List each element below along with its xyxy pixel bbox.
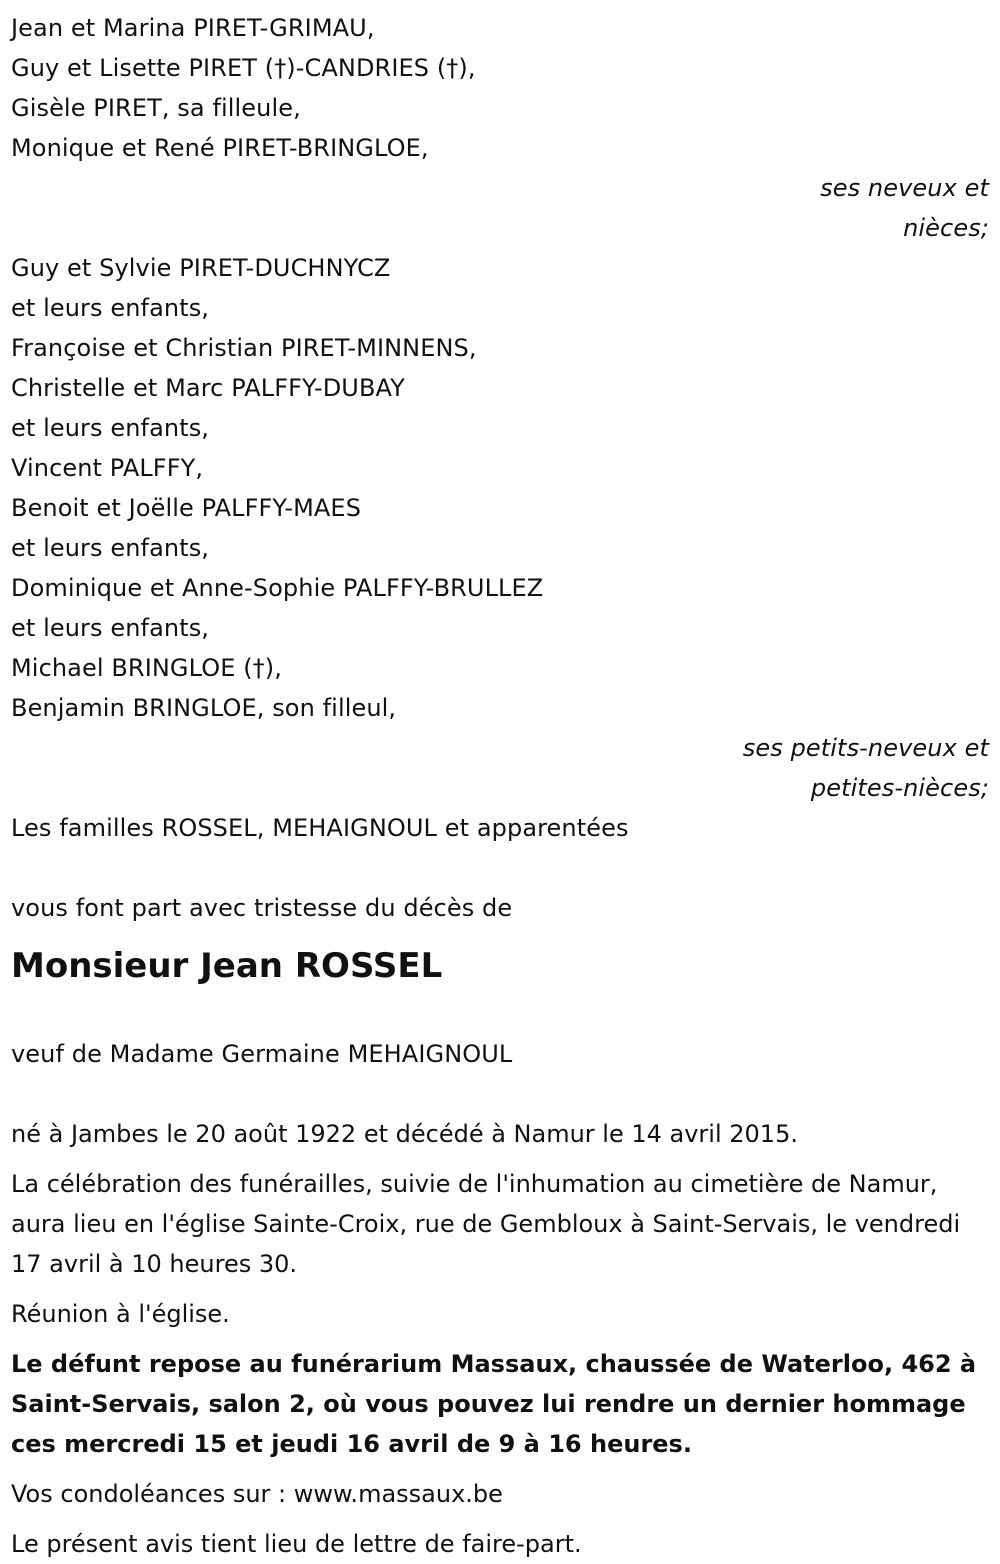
list-item: Guy et Sylvie PIRET-DUCHNYCZ: [11, 254, 391, 282]
list-item: Monique et René PIRET-BRINGLOE,: [11, 134, 429, 162]
relation-label: ses neveux et: [820, 174, 989, 202]
list-item: Françoise et Christian PIRET-MINNENS,: [11, 334, 477, 362]
birth-death-paragraph: né à Jambes le 20 août 1922 et décédé à Namur le 14 avril 2015.: [11, 1120, 798, 1148]
list-item: Benjamin BRINGLOE, son filleul,: [11, 694, 397, 722]
list-item: Jean et Marina PIRET-GRIMAU,: [11, 14, 375, 42]
nephews-nieces-list: [11, 8, 990, 168]
list-item: Guy et Lisette PIRET (†)-CANDRIES (†),: [11, 54, 476, 82]
families-line: Les familles ROSSEL, MEHAIGNOUL et apparentées: [11, 814, 629, 842]
list-item: Benoit et Joëlle PALFFY-MAES: [11, 494, 362, 522]
meeting-paragraph: Réunion à l'église.: [11, 1300, 230, 1328]
list-item: et leurs enfants,: [11, 414, 210, 442]
grand-nephews-list: [11, 248, 990, 728]
notice-paragraph: Le présent avis tient lieu de lettre de faire-part.: [11, 1530, 582, 1558]
announcement-line: vous font part avec tristesse du décès de: [11, 894, 513, 922]
list-item: et leurs enfants,: [11, 534, 210, 562]
spacer: [11, 986, 990, 1034]
relation-label: ses petits-neveux et: [742, 734, 989, 762]
list-item: Dominique et Anne-Sophie PALFFY-BRULLEZ: [11, 574, 544, 602]
list-item: Christelle et Marc PALFFY-DUBAY: [11, 374, 405, 402]
list-item: et leurs enfants,: [11, 614, 210, 642]
list-item: et leurs enfants,: [11, 294, 210, 322]
funeral-paragraph: La célébration des funérailles, suivie de l'inhumation au cimetière de Namur, aura lieu en l'église Sainte-Croix, rue de Gembloux à Saint-Servais, le vendredi 17 avril à 10 heures 30.: [11, 1170, 961, 1278]
list-item: Vincent PALFFY,: [11, 454, 204, 482]
deceased-name: Monsieur Jean ROSSEL: [11, 946, 443, 986]
relation-label: petites-nièces;: [810, 774, 989, 802]
rest-place-paragraph: Le défunt repose au funérarium Massaux, chaussée de Waterloo, 462 à Saint-Servais, salon 2, où vous pouvez lui rendre un dernier hommage ces mercredi 15 et jeudi 16 avril de 9 à 16 heures.: [11, 1350, 977, 1458]
condolences-paragraph: Vos condoléances sur : www.massaux.be: [11, 1480, 503, 1508]
list-item: Michael BRINGLOE (†),: [11, 654, 282, 682]
spacer: [11, 1074, 990, 1114]
relation-label: nièces;: [903, 214, 989, 242]
widower-line: veuf de Madame Germaine MEHAIGNOUL: [11, 1040, 513, 1068]
spacer: [11, 848, 990, 888]
list-item: Gisèle PIRET, sa filleule,: [11, 94, 301, 122]
